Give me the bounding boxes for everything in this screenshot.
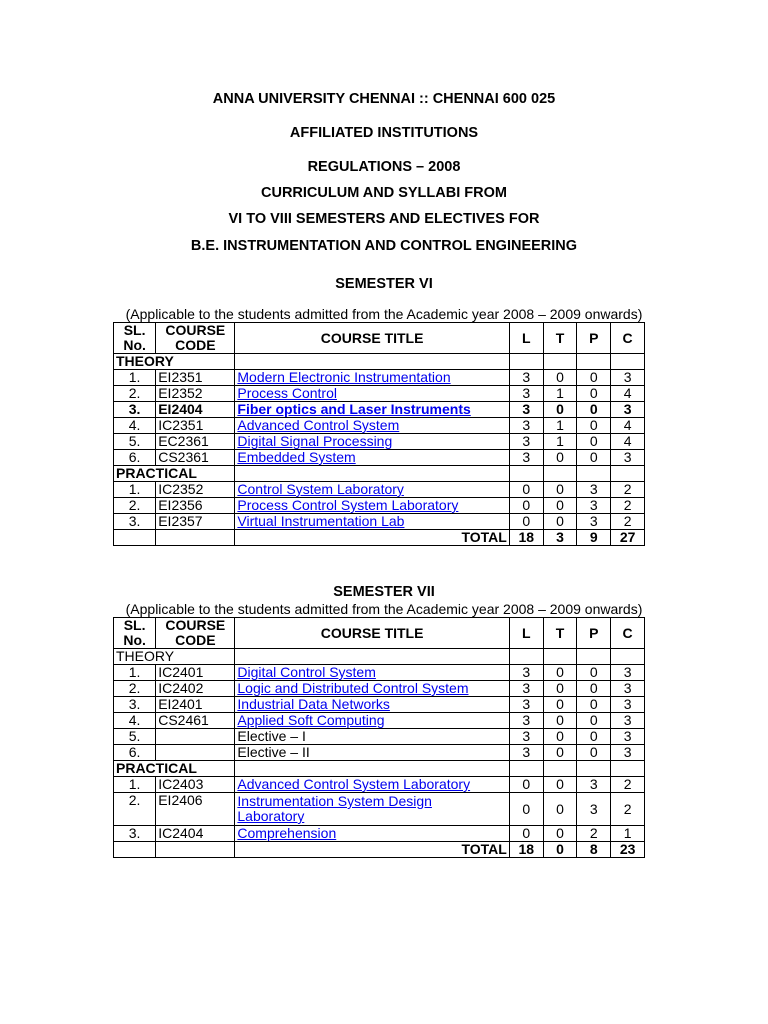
course-link[interactable]: Instrumentation System Design Laboratory — [237, 793, 432, 824]
practical-label: PRACTICAL — [114, 761, 235, 777]
table-row: 1. IC2352 Control System Laboratory 0 0 3 2 — [114, 482, 645, 498]
table-row: 2. EI2356 Process Control System Laboratory 0 0 3 2 — [114, 498, 645, 514]
table-row: 2. EI2406 Instrumentation System Design Laboratory 0 0 3 2 — [114, 793, 645, 826]
curriculum-title: CURRICULUM AND SYLLABI FROM — [261, 185, 507, 201]
course-link[interactable]: Industrial Data Networks — [237, 696, 390, 712]
total-label: TOTAL — [235, 530, 509, 546]
course-link[interactable]: Logic and Distributed Control System — [237, 680, 469, 696]
table-row: 3. EI2401 Industrial Data Networks 3 0 0 3 — [114, 697, 645, 713]
col-title: COURSE TITLE — [235, 323, 509, 354]
col-sl: SL. No. — [114, 618, 156, 649]
course-link[interactable]: Comprehension — [237, 825, 337, 841]
semester-vi-table — [113, 322, 645, 546]
section-row — [114, 761, 645, 777]
course-link[interactable]: Process Control — [237, 385, 337, 401]
col-code: COURSE CODE — [156, 323, 235, 354]
col-p: P — [577, 618, 611, 649]
col-code: COURSE CODE — [156, 618, 235, 649]
total-row: TOTAL 18 0 8 23 — [114, 842, 645, 858]
col-t: T — [543, 323, 577, 354]
table-row: 3. EI2357 Virtual Instrumentation Lab 0 0 3 2 — [114, 514, 645, 530]
total-label: TOTAL — [235, 842, 509, 858]
col-l: L — [509, 618, 543, 649]
course-link[interactable]: Digital Control System — [237, 664, 376, 680]
semester-vii-heading: SEMESTER VII — [333, 584, 435, 600]
table-row: 5. Elective – I 3 0 0 3 — [114, 729, 645, 745]
col-title: COURSE TITLE — [235, 618, 509, 649]
programme-title: B.E. INSTRUMENTATION AND CONTROL ENGINEERING — [190, 238, 578, 254]
course-link[interactable]: Embedded System — [237, 449, 356, 465]
elective-title: Elective – II — [235, 745, 509, 761]
course-link[interactable]: Modern Electronic Instrumentation — [237, 369, 451, 385]
semester-vi-note: (Applicable to the students admitted from the Academic year 2008 – 2009 onwards) — [125, 306, 643, 322]
semester-vii-table — [113, 617, 645, 858]
table-header-row — [114, 618, 645, 649]
section-row — [114, 466, 645, 482]
table-row: 2. EI2352 Process Control 3 1 0 4 — [114, 386, 645, 402]
table-row: 6. CS2361 Embedded System 3 0 0 3 — [114, 450, 645, 466]
col-l: L — [509, 323, 543, 354]
section-row — [114, 649, 645, 665]
col-p: P — [577, 323, 611, 354]
course-link[interactable]: Advanced Control System Laboratory — [237, 776, 471, 792]
section-row — [114, 354, 645, 370]
table-row: 2. IC2402 Logic and Distributed Control System 3 0 0 3 — [114, 681, 645, 697]
table-row: 1. IC2401 Digital Control System 3 0 0 3 — [114, 665, 645, 681]
course-link[interactable]: Control System Laboratory — [237, 481, 404, 497]
course-link[interactable]: Applied Soft Computing — [237, 712, 385, 728]
semester-vi-heading: SEMESTER VI — [335, 276, 433, 292]
table-row: 1. EI2351 Modern Electronic Instrumentation 3 0 0 3 — [114, 370, 645, 386]
regulations-title: REGULATIONS – 2008 — [307, 159, 461, 175]
course-link[interactable]: Process Control System Laboratory — [237, 497, 459, 513]
university-title: ANNA UNIVERSITY CHENNAI :: CHENNAI 600 025 — [212, 91, 556, 107]
practical-label: PRACTICAL — [114, 466, 235, 482]
course-link[interactable]: Virtual Instrumentation Lab — [237, 513, 405, 529]
col-c: C — [611, 323, 645, 354]
theory-label: THEORY — [114, 354, 235, 370]
elective-title: Elective – I — [235, 729, 509, 745]
table-row: 1. IC2403 Advanced Control System Laboratory 0 0 3 2 — [114, 777, 645, 793]
col-t: T — [543, 618, 577, 649]
semesters-title: VI TO VIII SEMESTERS AND ELECTIVES FOR — [228, 211, 540, 227]
course-link[interactable]: Fiber optics and Laser Instruments — [237, 401, 471, 417]
table-row: 4. CS2461 Applied Soft Computing 3 0 0 3 — [114, 713, 645, 729]
semester-vii-note: (Applicable to the students admitted from the Academic year 2008 – 2009 onwards) — [125, 601, 643, 617]
institutions-title: AFFILIATED INSTITUTIONS — [289, 125, 479, 141]
table-row: 4. IC2351 Advanced Control System 3 1 0 4 — [114, 418, 645, 434]
course-link[interactable]: Digital Signal Processing — [237, 433, 393, 449]
table-row: 6. Elective – II 3 0 0 3 — [114, 745, 645, 761]
table-row: 5. EC2361 Digital Signal Processing 3 1 0 4 — [114, 434, 645, 450]
theory-label: THEORY — [114, 649, 235, 665]
table-row: 3. EI2404 Fiber optics and Laser Instruments 3 0 0 3 — [114, 402, 645, 418]
col-c: C — [611, 618, 645, 649]
table-row: 3. IC2404 Comprehension 0 0 2 1 — [114, 826, 645, 842]
course-link[interactable]: Advanced Control System — [237, 417, 400, 433]
table-header-row — [114, 323, 645, 354]
col-sl: SL. No. — [114, 323, 156, 354]
total-row: TOTAL 18 3 9 27 — [114, 530, 645, 546]
